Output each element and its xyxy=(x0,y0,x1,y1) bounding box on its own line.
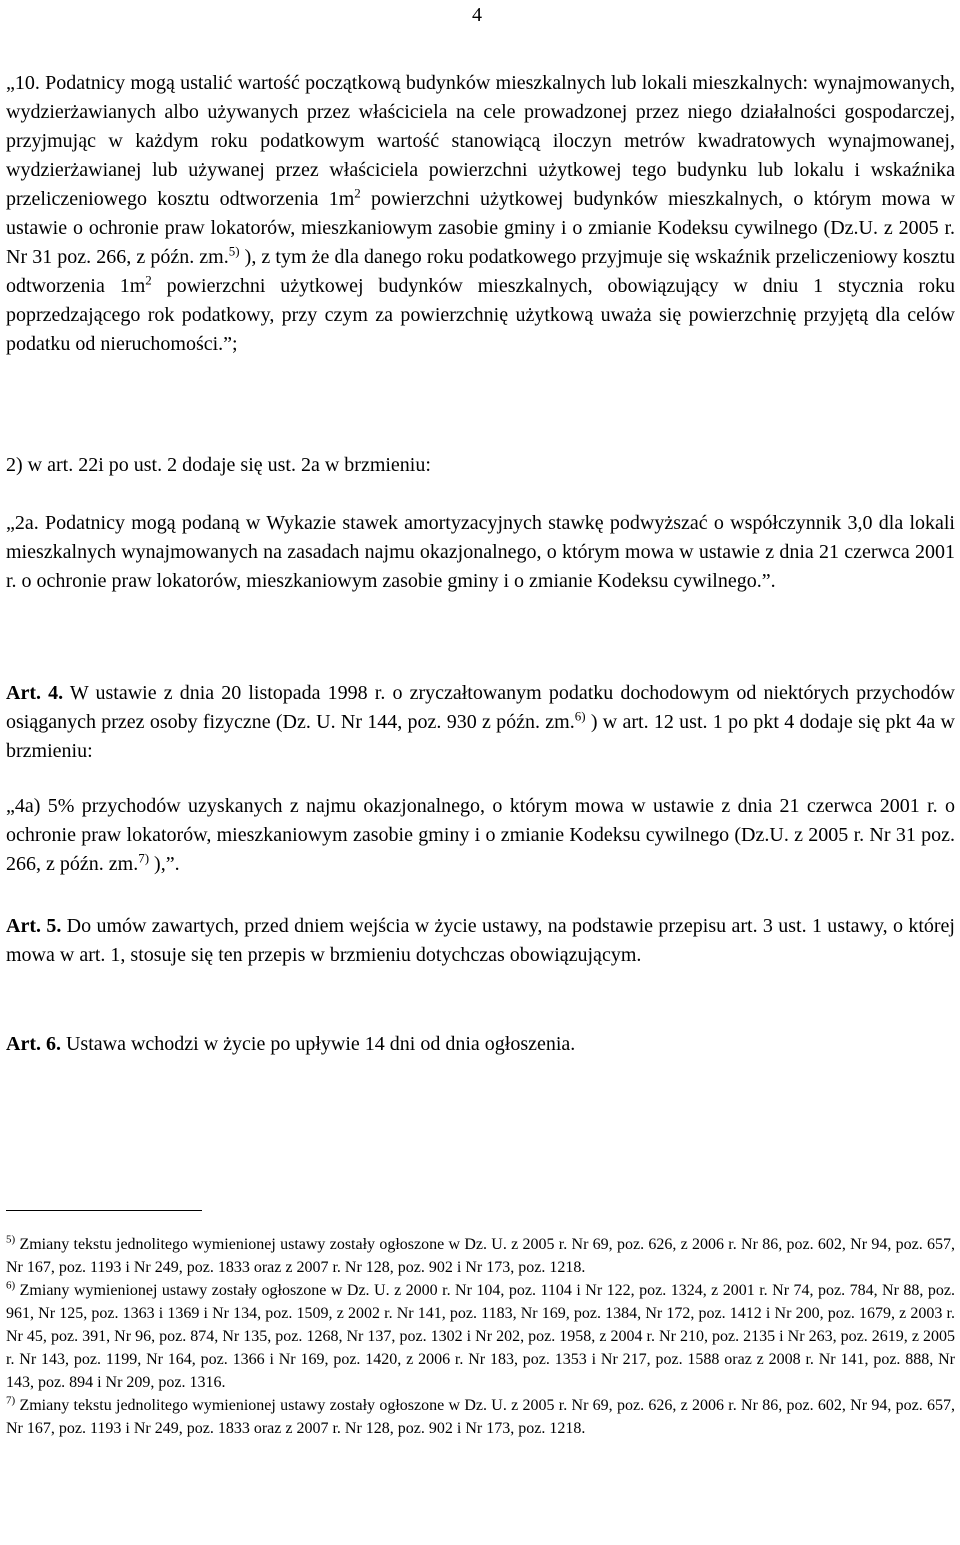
footnote-7: $^{7)}$ Zmiany tekstu jednolitego wymienionej ustawy zostały ogłoszone w Dz. U. z 2005 r. Nr 69, poz. 626, z 2006 r. Nr 86, poz. 602, Nr 94, poz. 657, Nr 167, poz. 1193 i Nr 249, poz. 1833 oraz z 2007 r. Nr 128, poz. 902 i Nr 173, poz. 1218. xyxy=(6,1394,955,1437)
article-4: Art. 4. W ustawie z dnia 20 listopada 1998 r. o zryczałtowanym podatku dochodowym od niektórych przychodów osiąganych przez osoby fizyczne (Dz. U. Nr 144, poz. 930 z późn. zm.$^{6)}$ ) w art. 12 ust. 1 po pkt 4 dodaje się pkt 4a w brzmieniu: xyxy=(6,682,955,762)
article-6: Art. 6. Ustawa wchodzi w życie po upływie 14 dni od dnia ogłoszenia. xyxy=(6,1033,576,1055)
article-label: Art. 6. xyxy=(6,1033,61,1055)
footnote-ref-7: 7) xyxy=(138,850,150,866)
footnote-mark: 5) xyxy=(6,1233,16,1246)
footnote-separator xyxy=(6,1210,202,1211)
footnote-6: $^{6)}$ Zmiany wymienionej ustawy zostały ogłoszone w Dz. U. z 2000 r. Nr 104, poz. 1104 i Nr 122, poz. 1324, z 2001 r. Nr 74, poz. 784, Nr 88, poz. 961, Nr 125, poz. 1363 i 1369 i Nr 134, poz. 1509, z 2002 r. Nr 141, poz. 1183, Nr 169, poz. 1384, Nr 172, poz. 1412 i Nr 200, poz. 1679, z 2003 r. Nr 45, poz. 391, Nr 96, poz. 874, Nr 135, poz. 1268, Nr 137, poz. 1302 i Nr 202, poz. 1958, z 2004 r. Nr 210, poz. 2135 i Nr 263, poz. 2619, z 2005 r. Nr 143, poz. 1199, Nr 164, poz. 1366 i Nr 169, poz. 1420, z 2006 r. Nr 183, poz. 1353 i Nr 217, poz. 1588 oraz z 2008 r. Nr 141, poz. 888, Nr 143, poz. 894 i Nr 209, poz. 1316. xyxy=(6,1279,955,1391)
footnote-5: $^{5)}$ Zmiany tekstu jednolitego wymienionej ustawy zostały ogłoszone w Dz. U. z 2005 r. Nr 69, poz. 626, z 2006 r. Nr 86, poz. 602, Nr 94, poz. 657, Nr 167, poz. 1193 i Nr 249, poz. 1833 oraz z 2007 r. Nr 128, poz. 902 i Nr 173, poz. 1218. xyxy=(6,1233,955,1276)
footnote-ref-5: 5) xyxy=(228,243,240,259)
paragraph-4a: „4a) 5% przychodów uzyskanych z najmu okazjonalnego, o którym mowa w ustawie z dnia 21 czerwca 2001 r. o ochronie praw lokatorów, mieszkaniowym zasobie gminy i o zmianie Kodeksu cywilnego (Dz.U. z 2005 r. Nr 31 poz. 266, z późn. zm.$^{7)}$ ),”. xyxy=(6,795,955,875)
article-label: Art. 4. xyxy=(6,682,64,704)
paragraph-10: „10. Podatnicy mogą ustalić wartość początkową budynków mieszkalnych lub lokali mieszkalnych: wynajmowanych, wydzierżawianych albo używanych przez właściciela na cele prowadzonej przez niego działalności gospodarczej, przyjmując w każdym roku podatkowym wartość stanowiącą iloczyn metrów kwadratowych wynajmowanej, wydzierżawianej lub używanej przez właściciela powierzchni użytkowej tego budynku lub lokalu i wskaźnika przeliczeniowego kosztu odtworzenia $1m^2$ powierzchni użytkowej budynków mieszkalnych, o którym mowa w ustawie o ochronie praw lokatorów, mieszkaniowym zasobie gminy i o zmianie Kodeksu cywilnego (Dz.U. z 2005 r. Nr 31 poz. 266, z późn. zm.$^{5)}$ ), z tym że dla danego roku podatkowego przyjmuje się wskaźnik przeliczeniowy kosztu odtworzenia $1m^2$ powierzchni użytkowej budynków mieszkalnych, obowiązujący w dniu 1 stycznia roku poprzedzającego rok podatkowy, przy czym za powierzchnię użytkową uważa się powierzchnię przyjętą dla celów podatku od nieruchomości.”; xyxy=(6,72,956,355)
footnote-mark: 7) xyxy=(6,1394,16,1407)
superscript: 2 xyxy=(145,272,152,288)
item-2: 2) w art. 22i po ust. 2 dodaje się ust. 2a w brzmieniu: xyxy=(6,454,431,476)
paragraph-2a: „2a. Podatnicy mogą podaną w Wykazie stawek amortyzacyjnych stawkę podwyższać o współczynnik 3,0 dla lokali mieszkalnych wynajmowanych na zasadach najmu okazjonalnego, o którym mowa w ustawie z dnia 21 czerwca 2001 r. o ochronie praw lokatorów, mieszkaniowym zasobie gminy i o zmianie Kodeksu cywilnego.”. xyxy=(6,512,955,592)
footnote-ref-6: 6) xyxy=(574,708,586,724)
article-5: Art. 5. Do umów zawartych, przed dniem wejścia w życie ustawy, na podstawie przepisu art. 3 ust. 1 ustawy, o której mowa w art. 1, stosuje się ten przepis w brzmieniu dotychczas obowiązującym. xyxy=(6,915,955,966)
page-number: 4 xyxy=(472,4,482,26)
footnotes xyxy=(6,1210,955,1440)
footnote-mark: 6) xyxy=(6,1279,16,1292)
article-label: Art. 5. xyxy=(6,915,62,937)
superscript: 2 xyxy=(354,185,361,201)
